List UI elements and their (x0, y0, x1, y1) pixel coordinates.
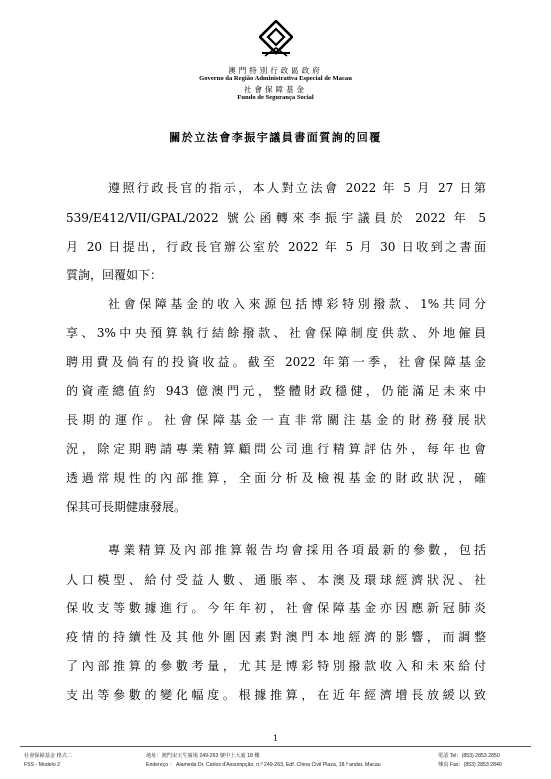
paragraph-line: 人口模型、給付受益人數、通脹率、本澳及環球經濟狀況、社 (66, 573, 486, 587)
paragraph-line: 聘用費及倘有的投資收益。截至 2022 年第一季，社會保障基金 (66, 355, 486, 369)
paragraph-line: 保收支等數據進行。今年年初，社會保障基金亦因應新冠肺炎 (66, 601, 486, 615)
paragraph-line: 社會保障基金的收入來源包括博彩特別撥款、1%共同分 (108, 297, 486, 311)
paragraph-line: 長期的運作。社會保障基金一直非常關注基金的財務發展狀 (66, 413, 486, 427)
paragraph-line: 況，除定期聘請專業精算顧問公司進行精算評估外，每年也會 (66, 442, 486, 456)
page-number: 1 (272, 734, 279, 743)
footer-form-pt: FSS - Modelo 2 (24, 762, 61, 768)
paragraph-line: 疫情的持續性及其他外圍因素對澳門本地經濟的影響，而調整 (66, 630, 486, 644)
government-name-pt: Governo da Região Administrativa Especial de Macau (199, 75, 352, 82)
paragraph-line: 月 20 日提出，行政長官辦公室於 2022 年 5 月 30 日收到之書面 (66, 240, 486, 254)
paragraph-line: 質詢，回覆如下： (66, 268, 163, 282)
footer-fax: 傳真 Fax：(853) 2853 2840 (438, 762, 502, 768)
fss-emblem-icon (259, 20, 293, 58)
paragraph-line: 專業精算及內部推算報告均會採用各項最新的參數，包括 (108, 543, 486, 557)
paragraph-line: 保其可長期健康發展。 (66, 500, 187, 514)
footer-divider (20, 746, 531, 747)
footer-address-zh: 地址：澳門宋玉生廣場 249-263 號中土大廈 18 樓 (146, 753, 260, 759)
footer-address-pt: Endereço ： Alameda Dr. Carlos d'Assumpção, n.º 249-263, Edf. China Civil Plaza, 18.º andar, Macau (146, 762, 381, 768)
fund-name-pt: Fundo de Segurança Social (237, 94, 314, 101)
paragraph-line: 透過常規性的內部推算，全面分析及檢視基金的財政狀況，確 (66, 471, 486, 485)
footer-form-zh: 社會保障基金 格式二 (24, 753, 73, 759)
paragraph-line: 了內部推算的參數考量，尤其是博彩特別撥款收入和未來給付 (66, 659, 486, 673)
government-name-zh: 澳門特別行政區政府 (228, 66, 323, 75)
paragraph-line: 享、3%中央預算執行結餘撥款、社會保障制度供款、外地僱員 (66, 326, 486, 340)
fund-name-zh: 社會保障基金 (244, 85, 307, 94)
paragraph-line: 的資產總值約 943 億澳門元，整體財政穩健，仍能滿足未來中 (66, 384, 486, 398)
paragraph-line: 支出等參數的變化幅度。根據推算，在近年經濟增長放緩以致 (66, 688, 486, 702)
document-title: 關於立法會李振宇議員書面質詢的回覆 (169, 131, 382, 144)
paragraph-line: 539/E412/VII/GPAL/2022 號公函轉來李振宇議員於 2022 年 5 (66, 211, 486, 225)
paragraph-line: 遵照行政長官的指示，本人對立法會 2022 年 5 月 27 日第 (108, 181, 486, 195)
footer-tel: 電話 Tel：(853) 2853 2850 (438, 753, 500, 759)
